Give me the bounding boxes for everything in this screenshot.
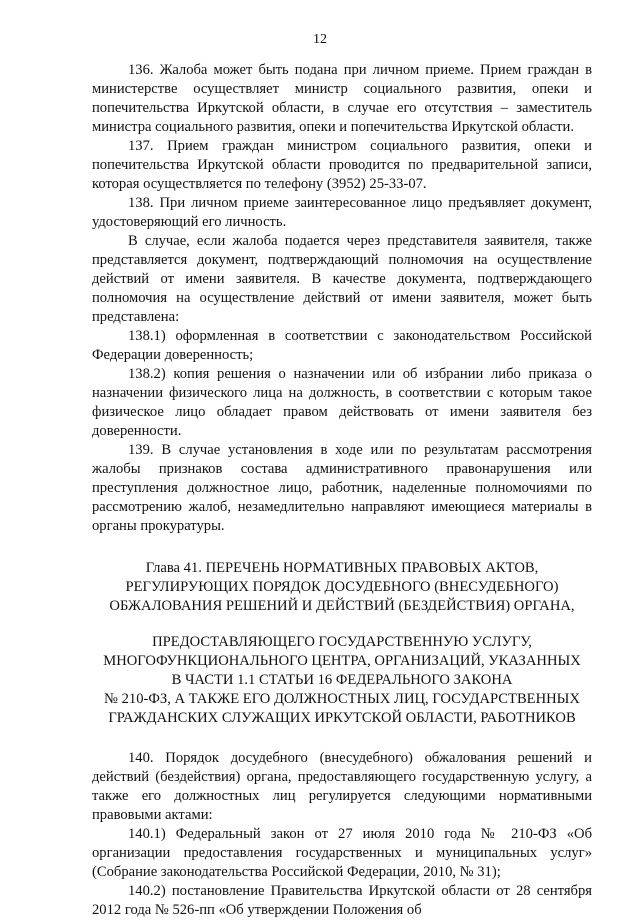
chapter-heading-part1 xyxy=(92,559,592,616)
chapter-heading-line: ОБЖАЛОВАНИЯ РЕШЕНИЙ И ДЕЙСТВИЙ (БЕЗДЕЙСТВИЯ) ОРГАНА, xyxy=(109,598,575,614)
chapter-heading-line: № 210-ФЗ, А ТАКЖЕ ЕГО ДОЛЖНОСТНЫХ ЛИЦ, ГОСУДАРСТВЕННЫХ xyxy=(104,691,580,707)
paragraph-representative: В случае, если жалоба подается через представителя заявителя, также представляется документ, подтверждающий полномочия на осуществление действий от имени заявителя. В качестве документа, подтверждающего полномочия на осуществление действий от имени заявителя, может быть представлена: xyxy=(92,233,592,325)
paragraph-140-2: 140.2) постановление Правительства Иркутской области от 28 сентября 2012 года № 526-пп «Об утверждении Положения об xyxy=(92,883,592,918)
chapter-heading-part2 xyxy=(92,633,592,728)
paragraph-140: 140. Порядок досудебного (внесудебного) обжалования решений и действий (бездействия) органа, предоставляющего государственную услугу, а также его должностных лиц регулируется следующими нормативными правовыми актами: xyxy=(92,750,592,823)
paragraph-140-1: 140.1) Федеральный закон от 27 июля 2010 года № 210-ФЗ «Об организации предоставления государственных и муниципальных услуг» (Собрание законодательства Российской Федерации, 2010, № 31); xyxy=(92,826,592,880)
paragraph-136: 136. Жалоба может быть подана при личном приеме. Прием граждан в министерстве осуществляет министр социального развития, опеки и попечительства Иркутской области, в случае его отсутствия – заместитель министра социального развития, опеки и попечительства Иркутской области. xyxy=(92,62,592,135)
chapter-heading-line: МНОГОФУНКЦИОНАЛЬНОГО ЦЕНТРА, ОРГАНИЗАЦИЙ, УКАЗАННЫХ xyxy=(103,653,581,669)
chapter-heading-line: РЕГУЛИРУЮЩИХ ПОРЯДОК ДОСУДЕБНОГО (ВНЕСУДЕБНОГО) xyxy=(125,579,559,595)
paragraph-137: 137. Прием граждан министром социального развития, опеки и попечительства Иркутской области проводится по предварительной записи, которая осуществляется по телефону (3952) 25-33-07. xyxy=(92,138,592,192)
chapter-heading-line: ПРЕДОСТАВЛЯЮЩЕГО ГОСУДАРСТВЕННУЮ УСЛУГУ, xyxy=(152,634,532,650)
document-body xyxy=(92,61,592,920)
chapter-heading-line: В ЧАСТИ 1.1 СТАТЬИ 16 ФЕДЕРАЛЬНОГО ЗАКОНА xyxy=(171,672,513,688)
paragraph-138-2: 138.2) копия решения о назначении или об избрании либо приказа о назначении физического лица на должность, в соответствии с которым такое физическое лицо обладает правом действовать от имени заявителя без доверенности. xyxy=(92,366,592,439)
page-number: 12 xyxy=(313,32,327,47)
paragraph-138: 138. При личном приеме заинтересованное лицо предъявляет документ, удостоверяющий его личность. xyxy=(92,195,592,230)
chapter-heading-line: Глава 41. ПЕРЕЧЕНЬ НОРМАТИВНЫХ ПРАВОВЫХ АКТОВ, xyxy=(145,560,539,576)
paragraph-138-1: 138.1) оформленная в соответствии с законодательством Российской Федерации доверенность; xyxy=(92,328,592,363)
paragraph-139: 139. В случае установления в ходе или по результатам рассмотрения жалобы признаков состава административного правонарушения или преступления должностное лицо, работник, наделенные полномочиями по рассмотрению жалоб, незамедлительно направляют имеющиеся материалы в органы прокуратуры. xyxy=(92,442,592,534)
chapter-heading-line: ГРАЖДАНСКИХ СЛУЖАЩИХ ИРКУТСКОЙ ОБЛАСТИ, РАБОТНИКОВ xyxy=(108,710,576,726)
